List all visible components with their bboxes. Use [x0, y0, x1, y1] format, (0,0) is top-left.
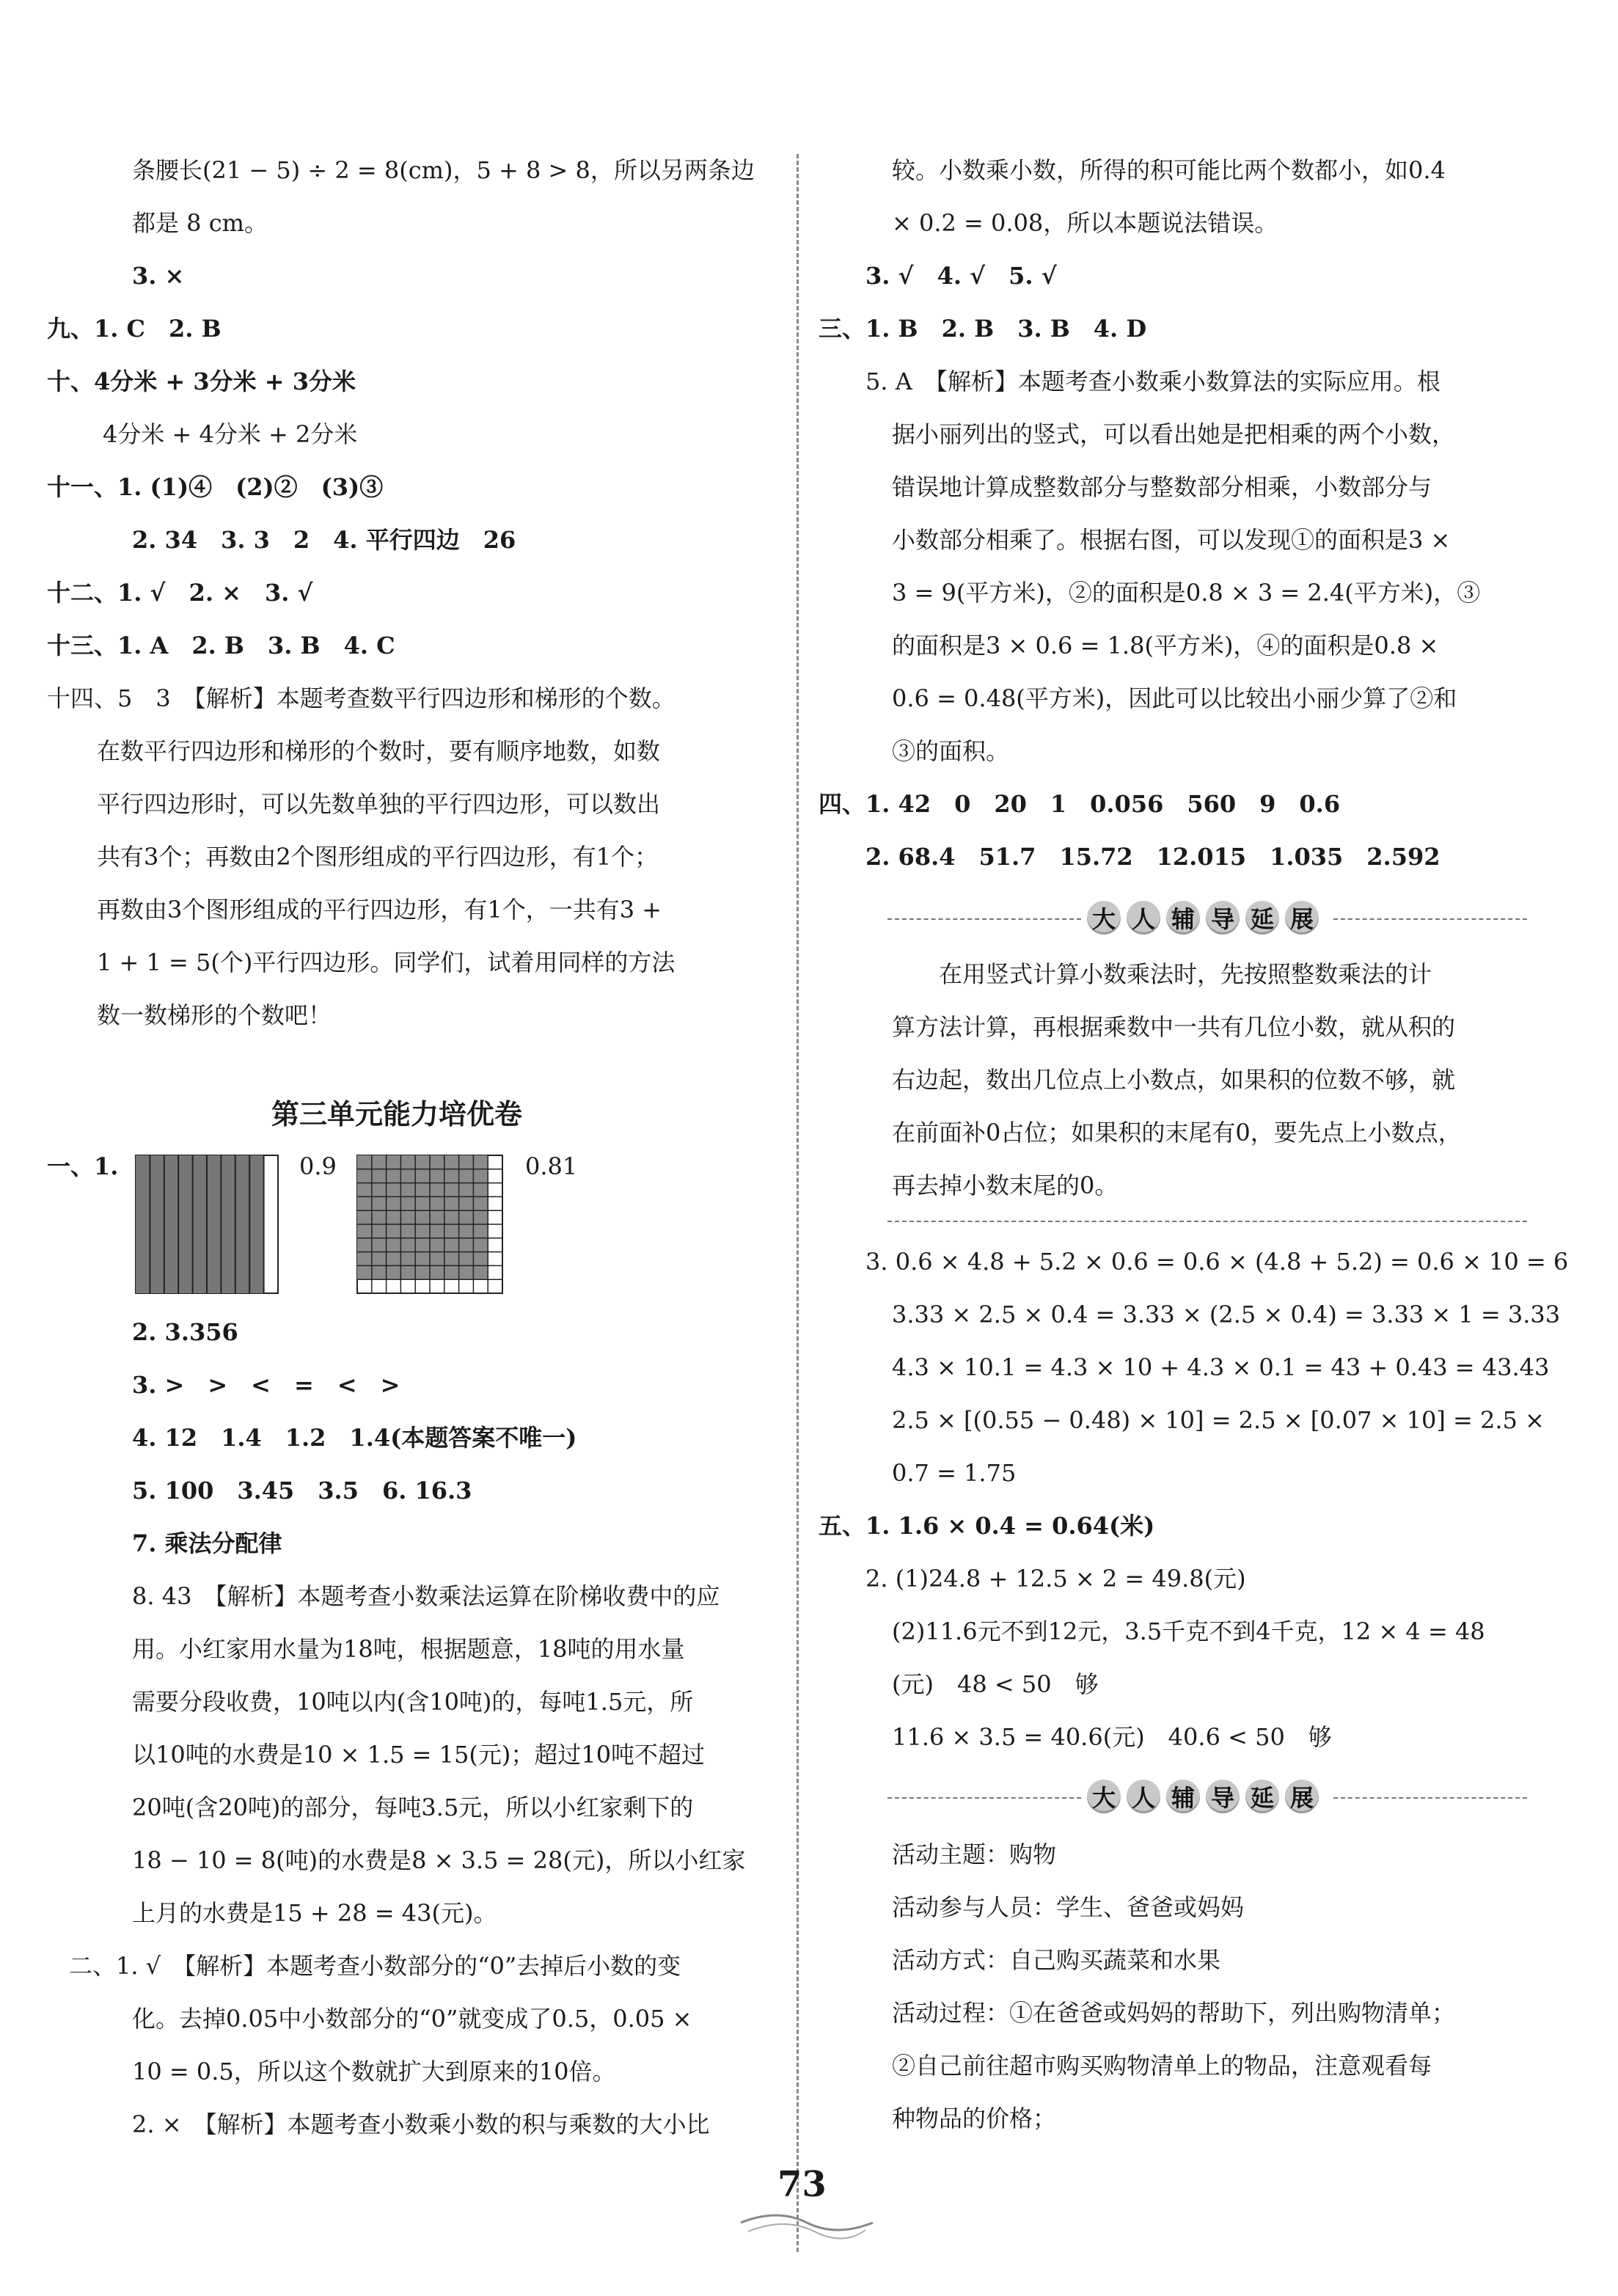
q1-label: 一、1.	[47, 1152, 119, 1180]
right-line-4: 三、1. B 2. B 3. B 4. D	[819, 315, 1147, 343]
right-line-6: 据小丽列出的竖式，可以看出她是把相乘的两个小数，	[892, 420, 1456, 448]
left2-line-5: 7. 乘法分配律	[132, 1529, 282, 1557]
left2-line-14: 化。去掉0.05中小数部分的“0”就变成了0.5，0.05 ×	[132, 2005, 692, 2033]
left-line-17: 数一数梯形的个数吧！	[97, 1001, 332, 1029]
left-line-6: 4分米 + 4分米 + 2分米	[103, 420, 358, 448]
left2-line-8: 需要分段收费，10吨以内(含10吨)的，每吨1.5元，所	[132, 1688, 694, 1716]
column-divider	[797, 154, 799, 2252]
left2-line-15: 10 = 0.5，所以这个数就扩大到原来的10倍。	[132, 2058, 616, 2085]
q1-value-a: 0.9	[299, 1152, 337, 1180]
left-line-11: 十四、5 3 【解析】本题考查数平行四边形和梯形的个数。	[47, 684, 676, 712]
right2-line-6: 五、1. 1.6 × 0.4 = 0.64(米)	[819, 1512, 1155, 1540]
right-line-11: 0.6 = 0.48(平方米)，因此可以比较出小丽少算了②和	[892, 684, 1457, 712]
left-line-8: 2. 34 3. 3 2 4. 平行四边 26	[132, 526, 516, 554]
box2-line-6: 种物品的价格；	[892, 2105, 1057, 2132]
left-line-15: 再数由3个图形组成的平行四边形，有1个，一共有3 +	[97, 896, 662, 924]
box1-bottom-rule	[887, 1221, 1527, 1222]
box1-line-3: 右边起，数出几位点上小数点，如果积的位数不够，就	[892, 1066, 1456, 1094]
q1-value-b: 0.81	[525, 1152, 578, 1180]
box2-line-3: 活动方式：自己购买蔬菜和水果	[892, 1946, 1221, 1974]
left-line-14: 共有3个；再数由2个图形组成的平行四边形，有1个；	[97, 843, 659, 871]
left2-line-10: 20吨(含20吨)的部分，每吨3.5元，所以小红家剩下的	[132, 1794, 694, 1821]
box2-line-2: 活动参与人员：学生、爸爸或妈妈	[892, 1893, 1245, 1921]
right2-line-4: 2.5 × [(0.55 − 0.48) × 10] = 2.5 × [0.07 × 10] = 2.5 ×	[892, 1406, 1545, 1434]
decimal-figure-0-9	[135, 1155, 279, 1294]
decimal-figure-0-81	[356, 1155, 503, 1294]
left2-line-1: 2. 3.356	[132, 1318, 238, 1346]
right-line-13: 四、1. 42 0 20 1 0.056 560 9 0.6	[819, 790, 1341, 818]
box2-title-char: 大	[1087, 1780, 1121, 1813]
right2-line-7: 2. (1)24.8 + 12.5 × 2 = 49.8(元)	[865, 1565, 1246, 1593]
right-line-7: 错误地计算成整数部分与整数部分相乘，小数部分与	[892, 473, 1432, 501]
right-line-3: 3. √ 4. √ 5. √	[865, 262, 1057, 290]
right-line-1: 较。小数乘小数，所得的积可能比两个数都小，如0.4	[892, 156, 1446, 184]
left-line-2: 都是 8 cm。	[132, 209, 268, 237]
box1-title-char: 人	[1127, 901, 1160, 935]
box2-title-char: 延	[1245, 1780, 1279, 1813]
left2-line-2: 3. > > < = < >	[132, 1371, 400, 1399]
section-title: 第三单元能力培优卷	[271, 1097, 523, 1130]
box2-title-char: 展	[1285, 1780, 1319, 1813]
right2-line-8: (2)11.6元不到12元，3.5千克不到4千克，12 × 4 = 48	[892, 1617, 1485, 1645]
box1-title-char: 大	[1087, 901, 1121, 935]
left2-line-12: 上月的水费是15 + 28 = 43(元)。	[132, 1899, 497, 1927]
box1-line-4: 在前面补0占位；如果积的末尾有0，要先点上小数点，	[892, 1119, 1462, 1147]
left2-line-9: 以10吨的水费是10 × 1.5 = 15(元)；超过10吨不超过	[132, 1741, 706, 1769]
left-line-5: 十、4分米 + 3分米 + 3分米	[47, 368, 356, 395]
right-line-8: 小数部分相乘了。根据右图，可以发现①的面积是3 ×	[892, 526, 1451, 554]
left-line-16: 1 + 1 = 5(个)平行四边形。同学们，试着用同样的方法	[97, 948, 676, 976]
box2-line-5: ②自己前往超市购买购物清单上的物品，注意观看每	[892, 2052, 1432, 2080]
left2-line-6: 8. 43 【解析】本题考查小数乘法运算在阶梯收费中的应	[132, 1582, 720, 1610]
left2-line-7: 用。小红家用水量为18吨，根据题意，18吨的用水量	[132, 1635, 685, 1663]
right-line-9: 3 = 9(平方米)，②的面积是0.8 × 3 = 2.4(平方米)，③	[892, 579, 1481, 607]
right-line-10: 的面积是3 × 0.6 = 1.8(平方米)，④的面积是0.8 ×	[892, 632, 1439, 659]
left-line-10: 十三、1. A 2. B 3. B 4. C	[47, 632, 395, 659]
left-line-13: 平行四边形时，可以先数单独的平行四边形，可以数出	[97, 790, 661, 818]
page-number: 73	[777, 2164, 827, 2205]
left-line-9: 十二、1. √ 2. × 3. √	[47, 579, 313, 607]
box2-title-char: 导	[1206, 1780, 1240, 1813]
box2-title	[1087, 1780, 1319, 1813]
right-line-5: 5. A 【解析】本题考查小数乘小数算法的实际应用。根	[865, 368, 1441, 395]
right2-line-10: 11.6 × 3.5 = 40.6(元) 40.6 < 50 够	[892, 1723, 1332, 1751]
left-line-12: 在数平行四边形和梯形的个数时，要有顺序地数，如数	[97, 737, 661, 765]
box1-title-char: 导	[1206, 901, 1240, 935]
box1-title-char: 展	[1285, 901, 1319, 935]
box2-title-char: 辅	[1166, 1780, 1200, 1813]
box2-top-rule-right	[1333, 1797, 1527, 1799]
right-line-2: × 0.2 = 0.08，所以本题说法错误。	[892, 209, 1278, 237]
left2-line-4: 5. 100 3.45 3.5 6. 16.3	[132, 1477, 472, 1505]
box1-line-2: 算方法计算，再根据乘数中一共有几位小数，就从积的	[892, 1013, 1456, 1041]
box2-line-4: 活动过程：①在爸爸或妈妈的帮助下，列出购物清单；	[892, 1999, 1456, 2027]
right2-line-2: 3.33 × 2.5 × 0.4 = 3.33 × (2.5 × 0.4) = 3.33 × 1 = 3.33	[892, 1301, 1561, 1328]
right-line-14: 2. 68.4 51.7 15.72 12.015 1.035 2.592	[865, 843, 1441, 871]
box1-line-1: 在用竖式计算小数乘法时，先按照整数乘法的计	[939, 960, 1432, 988]
right2-line-1: 3. 0.6 × 4.8 + 5.2 × 0.6 = 0.6 × (4.8 + 5.2) = 0.6 × 10 = 6	[865, 1248, 1569, 1276]
left-line-4: 九、1. C 2. B	[47, 315, 222, 343]
box1-top-rule-left	[887, 918, 1081, 920]
left2-line-3: 4. 12 1.4 1.2 1.4(本题答案不唯一)	[132, 1424, 577, 1452]
left-line-1: 条腰长(21 − 5) ÷ 2 = 8(cm)，5 + 8 > 8，所以另两条边	[132, 156, 755, 184]
left2-line-11: 18 − 10 = 8(吨)的水费是8 × 3.5 = 28(元)，所以小红家	[132, 1846, 746, 1874]
box1-line-5: 再去掉小数末尾的0。	[892, 1171, 1119, 1199]
box1-top-rule-right	[1333, 918, 1527, 920]
page-wave-ornament	[733, 2201, 880, 2245]
box2-line-1: 活动主题：购物	[892, 1840, 1057, 1868]
box2-title-char: 人	[1127, 1780, 1160, 1813]
box1-title-char: 延	[1245, 901, 1279, 935]
box1-title-char: 辅	[1166, 901, 1200, 935]
box2-top-rule-left	[887, 1797, 1081, 1799]
right2-line-3: 4.3 × 10.1 = 4.3 × 10 + 4.3 × 0.1 = 43 + 0.43 = 43.43	[892, 1353, 1550, 1381]
left2-line-16: 2. × 【解析】本题考查小数乘小数的积与乘数的大小比	[132, 2110, 710, 2138]
left2-line-13: 二、1. √ 【解析】本题考查小数部分的“0”去掉后小数的变	[69, 1952, 681, 1980]
right2-line-9: (元) 48 < 50 够	[892, 1670, 1099, 1698]
right2-line-5: 0.7 = 1.75	[892, 1459, 1017, 1487]
left-line-7: 十一、1. (1)④ (2)② (3)③	[47, 473, 384, 501]
box1-title	[1087, 901, 1319, 935]
left-line-3: 3. ×	[132, 262, 185, 290]
right-line-12: ③的面积。	[892, 737, 1010, 765]
